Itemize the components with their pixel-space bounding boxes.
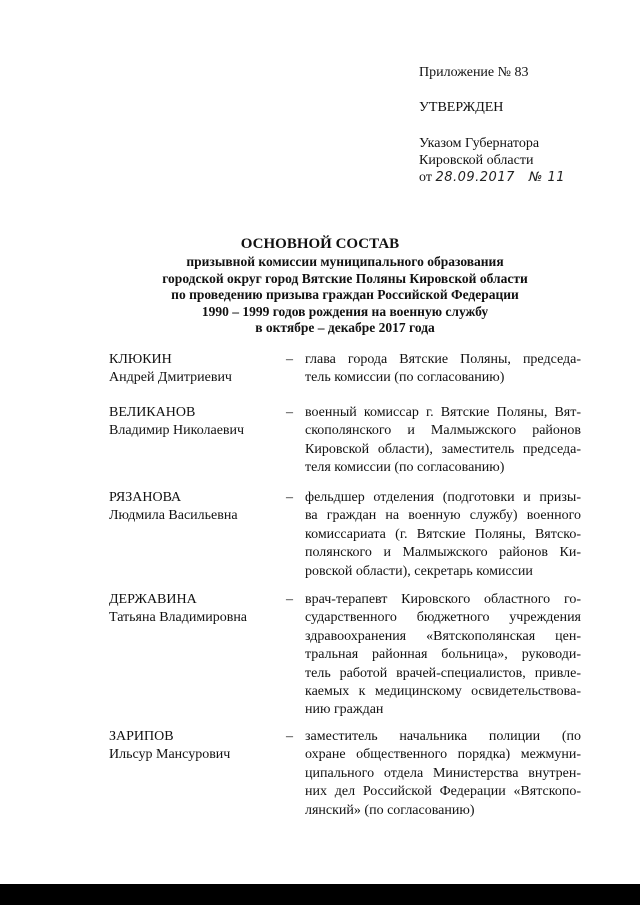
role-line: врач-терапевт Кировского областного го- <box>305 592 581 607</box>
member-role <box>305 404 581 478</box>
role-line: глава города Вятские Поляны, председа- <box>305 352 581 367</box>
role-line: сударственного бюджетного учреждения <box>305 610 581 626</box>
member-given-name: Владимир Николаевич <box>109 423 245 439</box>
document-title: ОСНОВНОЙ СОСТАВ <box>240 236 400 252</box>
role-line: них дел Российской Федерации «Вятскопо- <box>305 784 581 800</box>
member-surname: ЗАРИПОВ <box>109 729 174 744</box>
member-name <box>109 728 284 765</box>
role-line: лянский» (по согласованию) <box>305 802 475 818</box>
role-line: полянского и Малмыжского районов Ки- <box>305 545 581 561</box>
member-role <box>305 728 581 820</box>
subtitle-line: 1990 – 1999 годов рождения на военную службу <box>201 303 489 319</box>
member-surname: КЛЮКИН <box>109 352 172 367</box>
subtitle-line: в октябре – декабре 2017 года <box>255 320 435 336</box>
role-line: тель работой врачей-специалистов, привле- <box>305 665 581 681</box>
role-line: тральная районная больница», руководи- <box>305 647 581 663</box>
decree-date-line <box>419 169 619 186</box>
role-line: комиссариата (г. Вятские Поляны, Вятско- <box>305 526 581 542</box>
appendix-number: Приложение № 83 <box>419 65 529 80</box>
member-role <box>305 351 581 388</box>
subtitle-line: призывной комиссии муниципального образования <box>186 254 504 269</box>
member-role <box>305 591 581 720</box>
role-line: ва граждан на военную службу) военного <box>305 508 581 524</box>
member-name <box>109 404 284 441</box>
role-line: Кировской области), заместитель председа- <box>305 441 581 457</box>
role-line: скополянского и Малмыжского районов <box>305 423 581 439</box>
decree-line-2: Кировской области <box>419 153 534 168</box>
date-prefix: от <box>419 170 432 185</box>
role-line: охране общественного порядка) межмуни- <box>305 747 581 763</box>
role-line: военный комиссар г. Вятские Поляны, Вят- <box>305 405 581 420</box>
role-line: ципального отдела Министерства внутрен- <box>305 765 581 781</box>
role-line: тель комиссии (по согласованию) <box>305 370 505 386</box>
role-line: здравоохранения «Вятскополянская цен- <box>305 628 581 644</box>
dash-separator: – <box>286 490 293 505</box>
role-line: заместитель начальника полиции (по <box>305 729 581 744</box>
dash-separator: – <box>286 592 293 607</box>
dash-separator: – <box>286 405 293 420</box>
member-surname: ВЕЛИКАНОВ <box>109 405 196 420</box>
document-subtitle <box>100 254 590 337</box>
member-given-name: Татьяна Владимировна <box>109 610 248 626</box>
decree-line-1: Указом Губернатора <box>419 136 540 151</box>
role-line: каемых к медицинскому освидетельствова- <box>305 683 581 699</box>
member-given-name: Андрей Дмитриевич <box>109 370 232 386</box>
approval-block <box>419 64 619 186</box>
member-surname: ДЕРЖАВИНА <box>109 592 197 607</box>
dash-separator: – <box>286 352 293 367</box>
member-given-name: Людмила Васильевна <box>109 508 238 524</box>
approved-label: УТВЕРЖДЕН <box>419 100 504 115</box>
scan-edge-bar <box>0 884 640 905</box>
member-surname: РЯЗАНОВА <box>109 490 182 505</box>
dash-separator: – <box>286 729 293 744</box>
member-name <box>109 351 284 388</box>
handwritten-number: № 11 <box>528 170 566 185</box>
subtitle-line: городской округ город Вятские Поляны Кировской области <box>162 270 528 286</box>
role-line: нию граждан <box>305 702 384 718</box>
subtitle-line: по проведению призыва граждан Российской Федерации <box>171 287 519 303</box>
role-line: фельдшер отделения (подготовки и призы- <box>305 490 581 505</box>
member-name <box>109 489 284 526</box>
handwritten-date: 28.09.2017 <box>435 170 515 185</box>
member-given-name: Ильсур Мансурович <box>109 747 231 763</box>
member-name <box>109 591 284 628</box>
role-line: ровской области), секретарь комиссии <box>305 563 533 579</box>
member-role <box>305 489 581 581</box>
role-line: теля комиссии (по согласованию) <box>305 460 505 476</box>
